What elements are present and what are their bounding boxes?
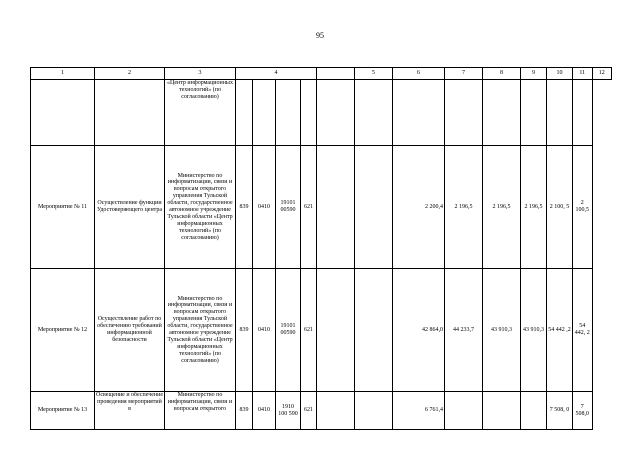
executor-cell: «Центр информационных технологий» (по согласованию) (165, 80, 236, 146)
code-cell: 19101 00590 (276, 146, 301, 269)
value-cell (521, 80, 547, 146)
header-cell: 4 (236, 68, 317, 80)
value-cell: 43 910,3 (483, 269, 521, 392)
table-row (31, 146, 612, 269)
code-cell: 839 (236, 146, 253, 269)
value-cell (317, 146, 355, 269)
value-cell: 6 761,4 (393, 392, 445, 430)
value-cell: 2 100,5 (573, 146, 593, 269)
value-cell (483, 392, 521, 430)
executor-cell: Министерство по информатизации, связи и вопросам открытого управления Тульской области, государственное автономное учреждение Тульской области «Центр информационных технологий» (по согласованию) (165, 269, 236, 392)
header-cell: 8 (483, 68, 521, 80)
value-cell (573, 80, 593, 146)
measure-cell: Мероприятие № 13 (31, 392, 95, 430)
header-cell: 1 (31, 68, 95, 80)
value-cell (355, 80, 393, 146)
header-cell: 10 (547, 68, 573, 80)
value-cell: 54 442, 2 (573, 269, 593, 392)
value-cell (445, 392, 483, 430)
header-cell: 9 (521, 68, 547, 80)
name-cell: Осуществление работ по обеспечению требований информационной безопасности (95, 269, 165, 392)
budget-table (30, 67, 612, 430)
value-cell (355, 146, 393, 269)
header-cell: 5 (355, 68, 393, 80)
header-row (31, 68, 612, 80)
value-cell: 43 910,3 (521, 269, 547, 392)
code-cell (276, 80, 301, 146)
value-cell: 54 442 ,2 (547, 269, 573, 392)
header-cell: 7 (445, 68, 483, 80)
name-cell: Осуществление функции Удостоверяющего центра (95, 146, 165, 269)
code-cell (301, 80, 317, 146)
table-row (31, 269, 612, 392)
value-cell: 2 196,5 (445, 146, 483, 269)
value-cell (317, 269, 355, 392)
header-cell: 3 (165, 68, 236, 80)
value-cell: 2 100, 5 (547, 146, 573, 269)
code-cell: 0410 (253, 146, 276, 269)
page-number: 95 (316, 31, 324, 40)
value-cell: 2 200,4 (393, 146, 445, 269)
code-cell (236, 80, 253, 146)
value-cell (355, 269, 393, 392)
code-cell: 19101 00590 (276, 269, 301, 392)
table-row (31, 392, 612, 430)
code-cell (253, 80, 276, 146)
code-cell: 621 (301, 392, 317, 430)
value-cell: 7 508,0 (573, 392, 593, 430)
measure-cell: Мероприятие № 12 (31, 269, 95, 392)
table-row (31, 80, 612, 146)
value-cell (317, 80, 355, 146)
header-cell: 2 (95, 68, 165, 80)
code-cell: 839 (236, 392, 253, 430)
code-cell: 621 (301, 146, 317, 269)
value-cell (521, 392, 547, 430)
executor-cell: Министерство по информатизации, связи и вопросам открытого (165, 392, 236, 430)
value-cell: 7 508, 0 (547, 392, 573, 430)
value-cell: 42 864,0 (393, 269, 445, 392)
code-cell: 839 (236, 269, 253, 392)
code-cell: 621 (301, 269, 317, 392)
header-cell: 11 (573, 68, 593, 80)
value-cell (445, 80, 483, 146)
measure-cell (31, 80, 95, 146)
code-cell: 0410 (253, 269, 276, 392)
name-cell (95, 80, 165, 146)
value-cell (547, 80, 573, 146)
value-cell: 2 196,5 (483, 146, 521, 269)
header-cell: 6 (393, 68, 445, 80)
value-cell (483, 80, 521, 146)
value-cell (317, 392, 355, 430)
measure-cell: Мероприятие № 11 (31, 146, 95, 269)
header-cell (317, 68, 355, 80)
executor-cell: Министерство по информатизации, связи и вопросам открытого управления Тульской области, государственное автономное учреждение Тульской области «Центр информационных технологий» (по согласованию) (165, 146, 236, 269)
code-cell: 1910 100 590 (276, 392, 301, 430)
value-cell (393, 80, 445, 146)
header-cell: 12 (592, 68, 612, 80)
value-cell: 44 233,7 (445, 269, 483, 392)
code-cell: 0410 (253, 392, 276, 430)
value-cell (355, 392, 393, 430)
value-cell: 2 196,5 (521, 146, 547, 269)
name-cell: Освещение и обеспечение проведения мероприятий в (95, 392, 165, 430)
